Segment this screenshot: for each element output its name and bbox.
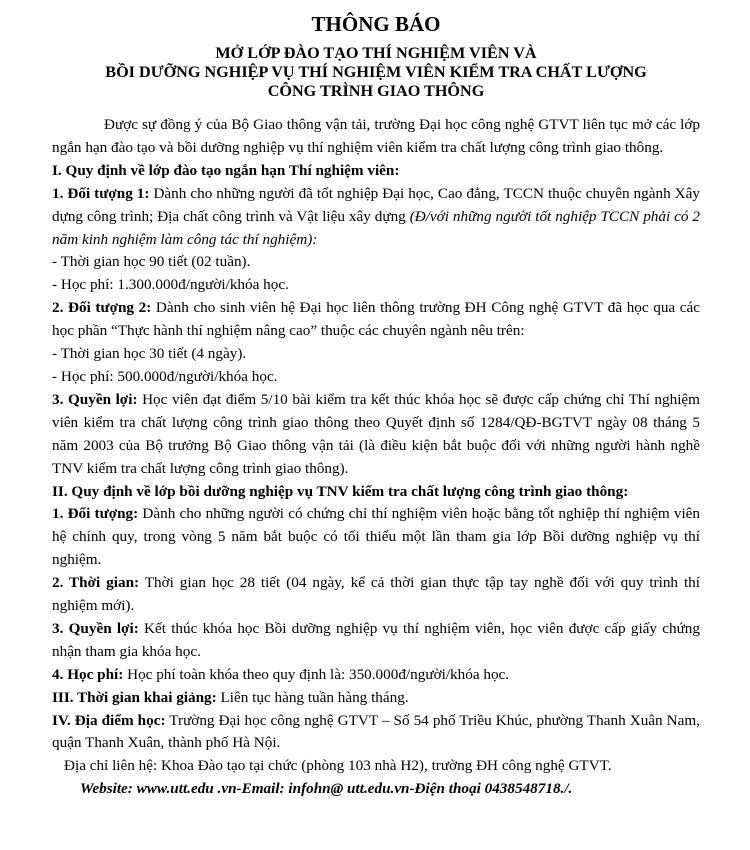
item-label: 4. Học phí: (52, 665, 124, 683)
section-label: III. Thời gian khai giảng: (52, 688, 217, 706)
section-3 (52, 687, 700, 710)
section-1-item-2 (52, 297, 700, 343)
item-text: Dành cho sinh viên hệ Đại học liên thông trường ĐH Công nghệ GTVT đã học qua các học phần “Thực hành thí nghiệm nâng cao” thuộc các chuyên ngành nêu trên: (52, 299, 701, 340)
section-label: IV. Địa điểm học: (52, 711, 166, 729)
subtitle-line-2: BỒI DƯỠNG NGHIỆP VỤ THÍ NGHIỆM VIÊN KIỂM TRA CHẤT LƯỢNG (105, 63, 647, 81)
item-label: 1. Đối tượng 1: (52, 184, 150, 202)
item-text: Thời gian học 28 tiết (04 ngày, kể cả thời gian thực tập tay nghề đối với quy trình thí nghiệm mới). (52, 574, 700, 615)
item-text: Dành cho những người có chứng chỉ thí nghiệm viên hoặc bằng tốt nghiệp thí nghiệm viên hệ chính quy, trong vòng 5 năm bắt buộc có tối thiểu một lần tham gia lớp Bồi dưỡng nghiệp vụ thí nghiệm. (52, 505, 701, 569)
bullet-fee-2: - Học phí: 500.000đ/người/khóa học. (52, 367, 278, 385)
section-2-item-1 (52, 503, 700, 572)
item-label: 3. Quyền lợi: (52, 619, 139, 637)
item-text: Dành cho những người đã tốt nghiệp Đại học, Cao đẳng, TCCN thuộc chuyên ngành Xây dựng công trình; Địa chất công trình và Vật liệu xây dựng (52, 184, 700, 225)
item-text: Kết thúc khóa học Bồi dưỡng nghiệp vụ thí nghiệm viên, học viên được cấp giấy chứng nhận tham gia khóa học. (52, 619, 700, 660)
subtitle-line-3: CÔNG TRÌNH GIAO THÔNG (267, 82, 485, 100)
bullet-study-time-1: - Thời gian học 90 tiết (02 tuần). (52, 253, 251, 271)
item-text: Học viên đạt điểm 5/10 bài kiểm tra kết thúc khóa học sẽ được cấp chứng chỉ Thí nghiệm viên kiểm tra chất lượng công trình giao thông theo Quyết định số 1284/QĐ-BGTVT ngày 08 tháng 5 năm 2003 của Bộ trưởng Bộ Giao thông vận tải (là điều kiện bắt buộc đối với những người hành nghề TNV kiểm tra chất lượng công trình giao thông). (52, 390, 700, 477)
section-1-item-1 (52, 183, 700, 252)
section-4 (52, 710, 700, 756)
intro-paragraph: Được sự đồng ý của Bộ Giao thông vận tải, trường Đại học công nghệ GTVT liên tục mở các lớp ngắn hạn đào tạo và bồi dưỡng nghiệp vụ thí nghiệm viên kiểm tra chất lượng công trình giao thông. (52, 116, 700, 156)
website-email-phone: Website: www.utt.edu .vn-Email: infohn@ utt.edu.vn-Điện thoại 0438548718./. (80, 780, 573, 798)
notice-body (52, 114, 700, 801)
page-title: THÔNG BÁO (311, 12, 441, 36)
section-2-heading: II. Quy định về lớp bồi dưỡng nghiệp vụ TNV kiểm tra chất lượng công trình giao thông: (52, 482, 629, 500)
contact-address: Địa chỉ liên hệ: Khoa Đào tạo tại chức (phòng 103 nhà H2), trường ĐH công nghệ GTVT. (64, 757, 612, 775)
section-text: Liên tục hàng tuần hàng tháng. (216, 688, 409, 706)
bullet-study-time-2: - Thời gian học 30 tiết (4 ngày). (52, 345, 247, 363)
item-label: 2. Đối tượng 2: (52, 299, 152, 317)
section-2-item-4 (52, 664, 700, 687)
section-2-item-3 (52, 618, 700, 664)
item-label: 1. Đối tượng: (52, 505, 139, 523)
item-text: Học phí toàn khóa theo quy định là: 350.000đ/người/khóa học. (123, 665, 510, 683)
section-2-item-2 (52, 572, 700, 618)
item-note: (Đ/với những người tốt nghiệp TCCN phải có 2 năm kinh nghiệm làm công tác thí nghiệm): (52, 207, 700, 248)
item-label: 3. Quyền lợi: (52, 390, 138, 408)
section-1-heading: I. Quy định về lớp đào tạo ngắn hạn Thí nghiệm viên: (52, 161, 400, 179)
item-label: 2. Thời gian: (52, 574, 140, 592)
section-1-item-3 (52, 389, 700, 481)
subtitle-line-1: MỞ LỚP ĐÀO TẠO THÍ NGHIỆM VIÊN VÀ (215, 44, 537, 62)
section-text: Trường Đại học công nghệ GTVT – Số 54 phố Triều Khúc, phường Thanh Xuân Nam, quận Thanh Xuân, thành phố Hà Nội. (52, 711, 700, 752)
bullet-fee-1: - Học phí: 1.300.000đ/người/khóa học. (52, 276, 289, 294)
